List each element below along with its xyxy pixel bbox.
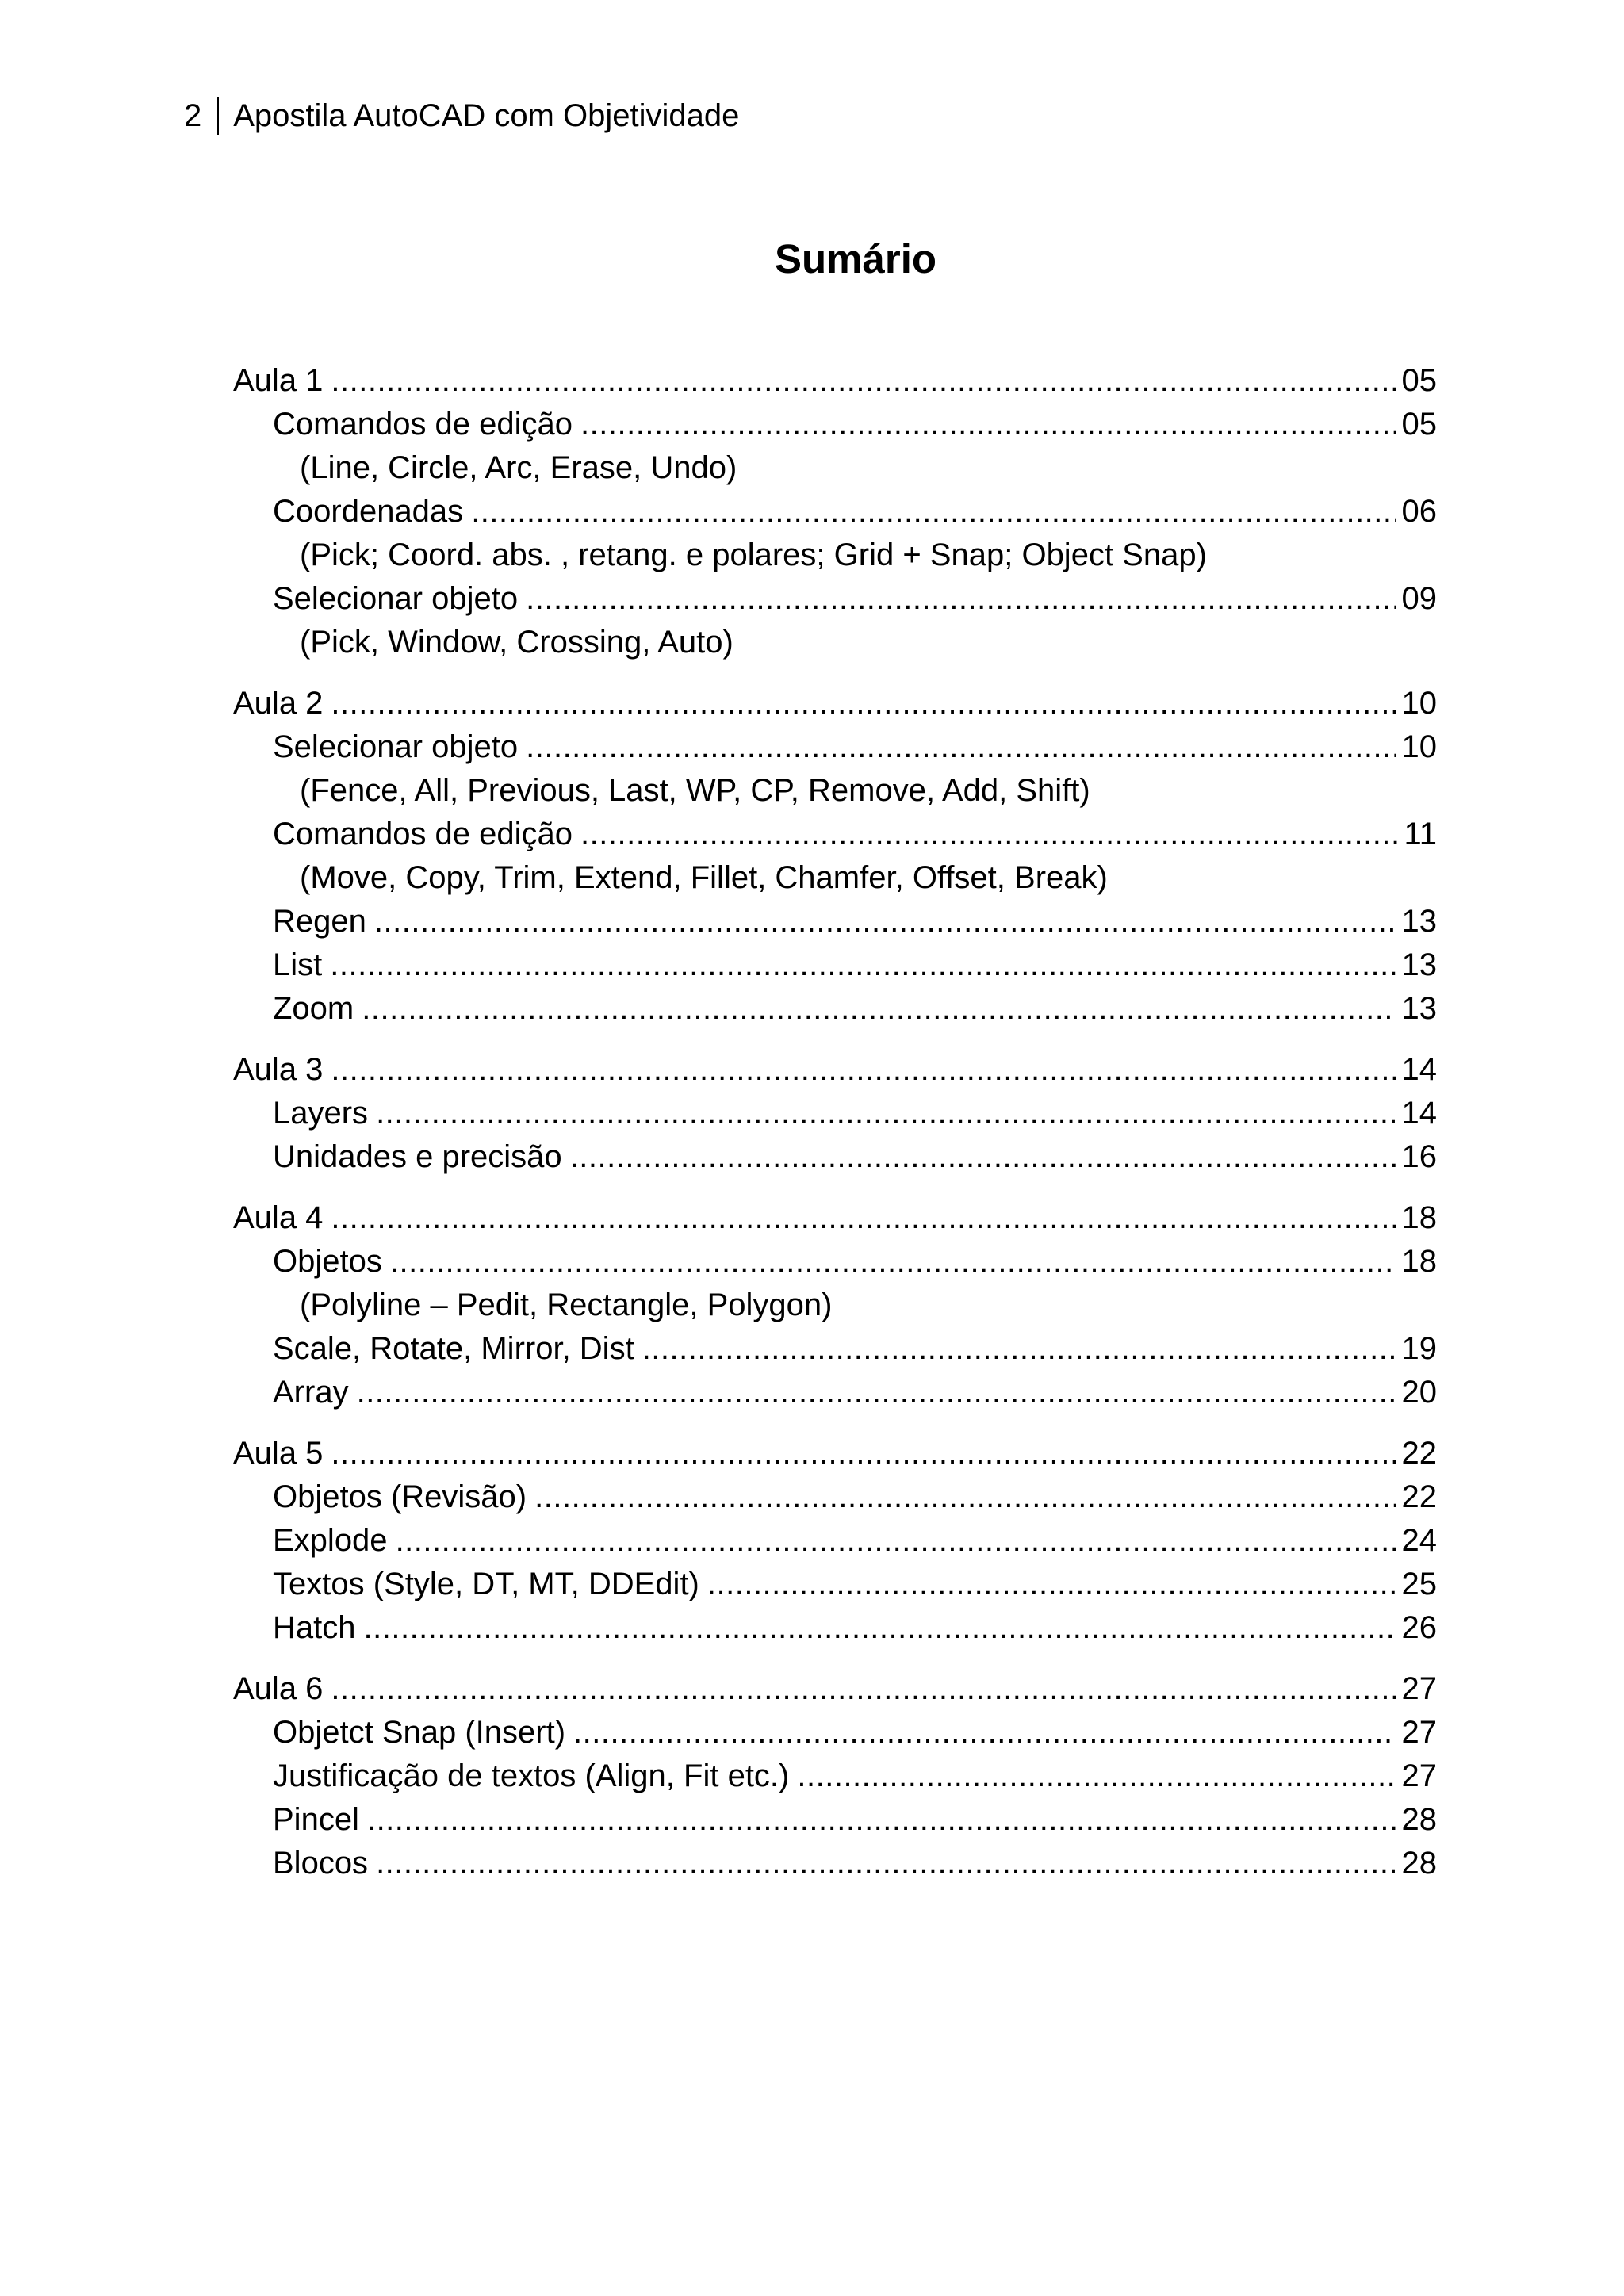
toc-entry-topic: [233, 403, 1437, 446]
toc-entry-label: Scale, Rotate, Mirror, Dist: [273, 1331, 634, 1366]
dot-leader: [390, 1240, 1396, 1284]
toc-entry-page-number: 22: [1401, 1479, 1437, 1514]
toc-entry-page-number: 28: [1401, 1802, 1437, 1837]
toc-entry-note: (Pick; Coord. abs. , retang. e polares; Grid + Snap; Object Snap): [300, 538, 1207, 572]
toc-section: [233, 682, 1437, 1031]
dot-leader: [331, 1667, 1395, 1711]
toc-entry-topic: [233, 1711, 1437, 1755]
toc-entry-lesson: [233, 1196, 1437, 1240]
toc-entry-page-number: 24: [1401, 1523, 1437, 1558]
toc-entry-label: Objetct Snap (Insert): [273, 1715, 566, 1750]
toc-entry-page-number: 11: [1404, 817, 1437, 851]
dot-leader: [362, 987, 1395, 1031]
toc-entry-topic: [233, 1519, 1437, 1563]
dot-leader: [367, 1798, 1396, 1842]
dot-leader: [580, 403, 1395, 446]
toc-entry-lesson: [233, 359, 1437, 403]
toc-entry-lesson: [233, 1667, 1437, 1711]
toc-entry-topic: [233, 1092, 1437, 1135]
toc-entry-label: List: [273, 947, 323, 982]
toc-entry-page-number: 13: [1401, 991, 1437, 1026]
toc-entry-page-number: 13: [1401, 904, 1437, 939]
dot-leader: [534, 1475, 1395, 1519]
toc-section: [233, 1432, 1437, 1650]
toc-entry-page-number: 19: [1401, 1331, 1437, 1366]
dot-leader: [374, 900, 1396, 943]
dot-leader: [364, 1606, 1396, 1650]
toc-entry-label: Selecionar objeto: [273, 729, 519, 764]
toc-entry-topic: [233, 725, 1437, 769]
toc-entry-topic: [233, 1606, 1437, 1650]
dot-leader: [376, 1092, 1395, 1135]
toc-section: [233, 1196, 1437, 1414]
toc-entry-topic: [233, 900, 1437, 943]
toc-entry-note: (Polyline – Pedit, Rectangle, Polygon): [300, 1288, 833, 1322]
toc-entry-label: Zoom: [273, 991, 354, 1026]
toc-entry-page-number: 27: [1401, 1758, 1437, 1793]
toc-entry-label: Pincel: [273, 1802, 359, 1837]
toc-entry-lesson: [233, 682, 1437, 725]
toc-entry-label: Comandos de edição: [273, 817, 573, 851]
toc-entry-label: Coordenadas: [273, 494, 464, 529]
dot-leader: [331, 1196, 1395, 1240]
toc-entry-page-number: 20: [1401, 1375, 1437, 1410]
toc-entry-label: Aula 1: [233, 363, 324, 398]
page-title: Sumário: [774, 236, 937, 281]
toc-entry-label: Layers: [273, 1096, 369, 1131]
toc-entry-topic: [233, 1327, 1437, 1371]
toc-entry-topic: [233, 1842, 1437, 1885]
toc-entry-topic: [233, 1755, 1437, 1798]
toc-entry-label: Array: [273, 1375, 349, 1410]
toc-entry-topic: [233, 490, 1437, 534]
toc-entry-topic: [233, 1135, 1437, 1179]
page-number: 2: [184, 98, 202, 133]
dot-leader: [331, 1048, 1395, 1092]
header-separator: [217, 97, 219, 135]
dot-leader: [526, 577, 1395, 621]
dot-leader: [376, 1842, 1395, 1885]
toc-entry-label: Aula 5: [233, 1436, 324, 1471]
dot-leader: [707, 1563, 1396, 1606]
dot-leader: [580, 813, 1397, 856]
toc-entry-note: (Pick, Window, Crossing, Auto): [300, 625, 733, 660]
toc-entry-page-number: 25: [1401, 1567, 1437, 1601]
toc-entry-page-number: 18: [1401, 1200, 1437, 1235]
dot-leader: [573, 1711, 1395, 1755]
dot-leader: [331, 359, 1395, 403]
toc-entry-label: Justificação de textos (Align, Fit etc.): [273, 1758, 790, 1793]
toc-entry-page-number: 09: [1401, 581, 1437, 616]
dot-leader: [642, 1327, 1396, 1371]
dot-leader: [330, 943, 1395, 987]
toc-entry-topic: [233, 813, 1437, 856]
dot-leader: [357, 1371, 1396, 1414]
toc-section: [233, 1048, 1437, 1179]
toc-section: [233, 359, 1437, 664]
toc-entry-page-number: 14: [1401, 1096, 1437, 1131]
toc-entry-page-number: 14: [1401, 1052, 1437, 1087]
toc-entry-page-number: 27: [1401, 1671, 1437, 1706]
toc-entry-label: Unidades e precisão: [273, 1139, 562, 1174]
toc-entry-label: Comandos de edição: [273, 407, 573, 442]
toc-entry-label: Aula 3: [233, 1052, 324, 1087]
toc-entry-page-number: 28: [1401, 1846, 1437, 1881]
toc-entry-label: Selecionar objeto: [273, 581, 519, 616]
toc-entry-label: Objetos: [273, 1244, 382, 1279]
toc-entry-label: Regen: [273, 904, 366, 939]
toc-entry-label: Objetos (Revisão): [273, 1479, 527, 1514]
dot-leader: [471, 490, 1395, 534]
dot-leader: [526, 725, 1395, 769]
toc-entry-page-number: 06: [1401, 494, 1437, 529]
toc-entry-note: (Fence, All, Previous, Last, WP, CP, Remove, Add, Shift): [300, 773, 1090, 808]
toc-entry-topic: [233, 577, 1437, 621]
toc-entry-page-number: 05: [1401, 407, 1437, 442]
toc-entry-page-number: 13: [1401, 947, 1437, 982]
toc-entry-page-number: 10: [1401, 686, 1437, 721]
toc-entry-topic: [233, 1563, 1437, 1606]
dot-leader: [331, 1432, 1395, 1475]
toc-entry-label: Blocos: [273, 1846, 369, 1881]
toc-entry-page-number: 05: [1401, 363, 1437, 398]
dot-leader: [797, 1755, 1395, 1798]
toc-entry-page-number: 22: [1401, 1436, 1437, 1471]
running-header: [184, 94, 739, 138]
toc-entry-topic: [233, 1798, 1437, 1842]
dot-leader: [570, 1135, 1396, 1179]
toc-entry-label: Aula 2: [233, 686, 324, 721]
toc-section: [233, 1667, 1437, 1885]
table-of-contents: [233, 359, 1437, 1903]
toc-entry-page-number: 16: [1401, 1139, 1437, 1174]
toc-entry-topic: [233, 1371, 1437, 1414]
toc-entry-label: Aula 6: [233, 1671, 324, 1706]
toc-entry-label: Aula 4: [233, 1200, 324, 1235]
toc-entry-label: Hatch: [273, 1610, 356, 1645]
toc-entry-label: Explode: [273, 1523, 388, 1558]
toc-entry-page-number: 10: [1401, 729, 1437, 764]
toc-entry-page-number: 26: [1401, 1610, 1437, 1645]
toc-entry-page-number: 18: [1401, 1244, 1437, 1279]
toc-entry-topic: [233, 1240, 1437, 1284]
dot-leader: [331, 682, 1395, 725]
toc-entry-page-number: 27: [1401, 1715, 1437, 1750]
book-title: Apostila AutoCAD com Objetividade: [233, 98, 740, 133]
toc-entry-label: Textos (Style, DT, MT, DDEdit): [273, 1567, 699, 1601]
dot-leader: [396, 1519, 1396, 1563]
toc-entry-note: (Line, Circle, Arc, Erase, Undo): [300, 450, 737, 485]
toc-entry-topic: [233, 1475, 1437, 1519]
toc-entry-lesson: [233, 1048, 1437, 1092]
toc-entry-topic: [233, 987, 1437, 1031]
toc-entry-lesson: [233, 1432, 1437, 1475]
toc-entry-topic: [233, 943, 1437, 987]
toc-entry-note: (Move, Copy, Trim, Extend, Fillet, Chamfer, Offset, Break): [300, 860, 1108, 895]
